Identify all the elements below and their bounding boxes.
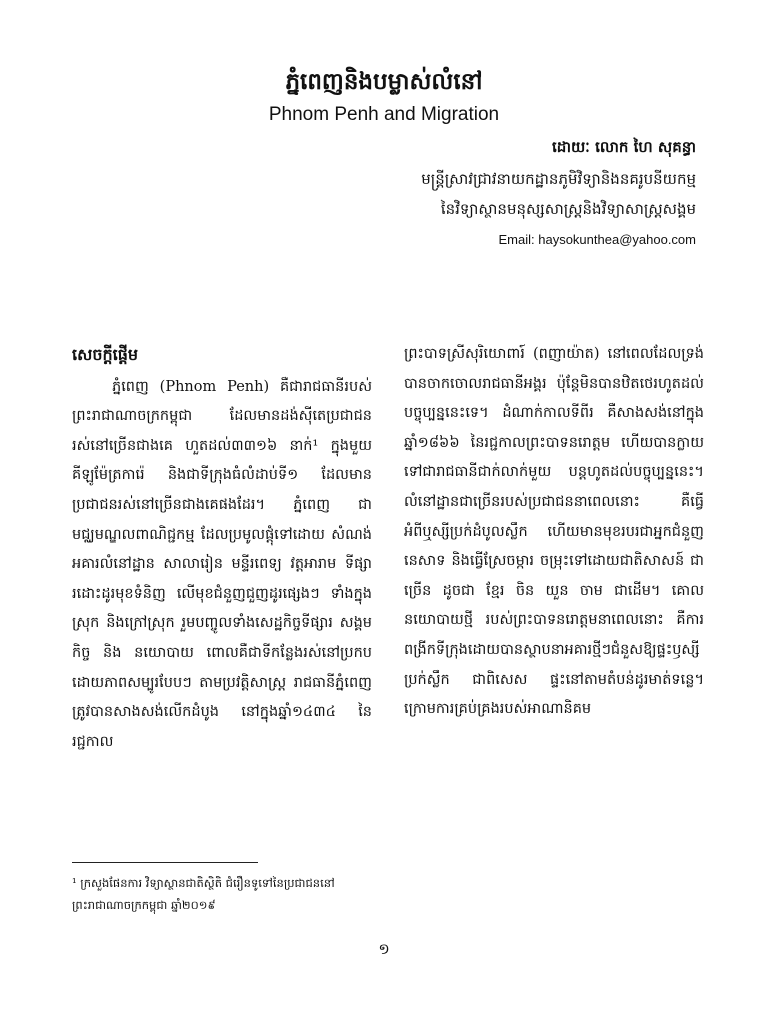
author-email[interactable]: Email: haysokunthea@yahoo.com — [498, 232, 696, 247]
footnote-divider — [72, 862, 258, 863]
page-title-english: Phnom Penh and Migration — [268, 104, 500, 125]
body-paragraph-right: ព្រះបាទស្រីសុរិយោពារ៍ (ពញាយ៉ាត) នៅពេលដែលទ្រង់បានចាកចោលរាជធានីអង្គរ ប៉ុន្តែមិនបានឋិតថេរហូតដល់បច្ចុប្បន្ននេះទេ។ ដំណាក់កាលទីពីរ គឺសាងសង់នៅក្នុងឆ្នាំ១៨៦៦ នៃរជ្ជកាលព្រះបាទនរោត្តម ហើយបានក្លាយទៅជារាជធានីជាក់លាក់មួយ បន្តហូតដល់បច្ចុប្បន្ននេះ។ លំនៅដ្ឋានជាច្រើនរបស់ប្រជាជននាពេលនោះ គឺធ្វើអំពីឬស្សីប្រក់ដំបូលស្លឹក ហើយមានមុខរបរជាអ្នកជំនួញ នេសាទ និងធ្វើស្រែចម្ការ ចម្រុះទៅដោយជាតិសាសន៍ ជាច្រើន ដូចជា ខ្មែរ ចិន យួន ចាម ជាដើម។ គោលនយោបាយថ្មី របស់ព្រះបាទនរោត្តមនាពេលនោះ គឺការពង្រីកទីក្រុងដោយបានស្ថាបនាអគារថ្មីៗជំនួសឱ្យផ្ទះឫស្សីប្រក់ស្លឹក ជាពិសេស ផ្ទះនៅតាមតំបន់ដូរមាត់ទន្លេ។ ក្រោមការគ្រប់គ្រងរបស់អាណានិគម — [404, 346, 704, 718]
author-role: មន្ត្រីស្រាវជ្រាវនាយកដ្ឋានភូមិវិទ្យានិងនគរូបនីយកម្ម — [421, 170, 696, 188]
section-heading: សេចក្តីផ្តើម — [72, 345, 139, 364]
author-institute: នៃវិទ្យាស្ថានមនុស្សសាស្ត្រនិងវិទ្យាសាស្ត្រសង្គម — [440, 200, 696, 218]
page-title-khmer: ភ្នំពេញនិងបម្លាស់លំនៅ — [285, 68, 483, 95]
author-byline: ដោយៈ លោក ហៃ សុគន្ធា — [551, 138, 696, 156]
body-paragraph-left: ភ្នំពេញ (Phnom Penh) គឺជារាជធានីរបស់ព្រះរាជាណាចក្រកម្ពុជា ដែលមានដង់ស៊ីតេប្រជាជនរស់នៅច្រើនជាងគេ ហួតដល់៣៣១៦ នាក់¹ ក្នុងមួយគីឡូម៉ែត្រការ៉េ និងជាទីក្រុងធំលំដាប់ទី១ ដែលមានប្រជាជនរស់នៅច្រើនជាងគេផងដែរ។ ភ្នំពេញ ជាមជ្ឈមណ្ឌលពាណិជ្ជកម្ម ដែលប្រមូលផ្តុំទៅដោយ សំណង់អគារលំនៅដ្ឋាន សាលារៀន មន្ទីរពេទ្យ វត្តអារាម ទីផ្សារដោះដូរមុខទំនិញ លើមុខជំនួញជួញដូរផ្សេងៗ ទាំងក្នុងស្រុក និងក្រៅស្រុក រួមបញ្ចូលទាំងសេដ្ឋកិច្ចទីផ្សារ សង្គមកិច្ច និង នយោបាយ ពោលគឺជាទីកន្លែងរស់នៅប្រកបដោយភាពសម្បូរបែបៗ តាមប្រវត្តិសាស្ត្រ រាជធានីភ្នំពេញ ត្រូវបានសាងសង់លើកដំបូង នៅក្នុងឆ្នាំ១៤៣៤ នៃរជ្ជកាល — [72, 378, 372, 750]
left-column — [72, 340, 372, 757]
footnote: ¹ ក្រសួងផែនការ វិទ្យាស្ថានជាតិស្ថិតិ ជំរឿនទូទៅនៃប្រជាជននៅព្រះរាជាណាចក្រកម្ពុជា ឆ្នាំ២០១៩ — [72, 876, 335, 912]
page-number: ១ — [378, 940, 390, 958]
right-column — [404, 340, 704, 725]
